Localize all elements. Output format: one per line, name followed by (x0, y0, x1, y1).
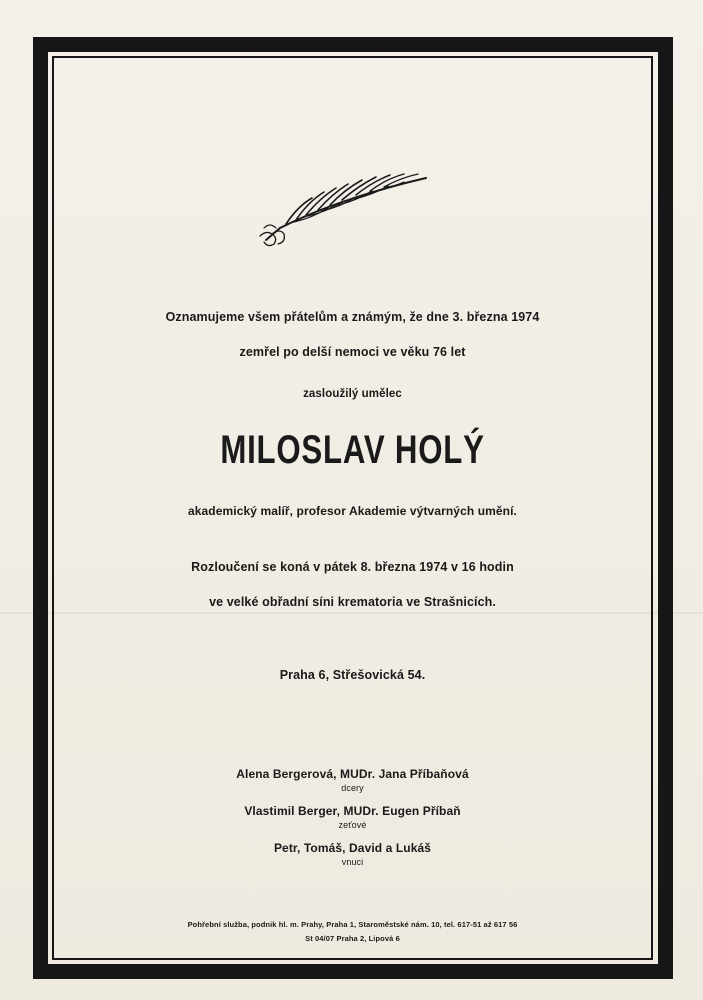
mourner-relation: zeťové (338, 820, 367, 830)
obituary-notice (54, 58, 651, 958)
farewell-line-1: Rozloučení se koná v pátek 8. března 1974 v 16 hodin (191, 560, 514, 574)
deceased-name: MILOSLAV HOLÝ (220, 428, 485, 472)
funeral-service-footer: Pohřební služba, podnik hl. m. Prahy, Praha 1, Staroměstské nám. 10, tel. 617-51 až 617 56 (187, 920, 518, 929)
mourner-relation: dcery (341, 783, 364, 793)
palm-branch-icon (250, 158, 436, 248)
death-details-line: zemřel po delší nemoci ve věku 76 let (239, 345, 466, 359)
address-line: Praha 6, Střešovická 54. (279, 668, 426, 682)
mourner-names: Alena Bergerová, MUDr. Jana Příbaňová (236, 767, 469, 781)
announcement-line: Oznamujeme všem přátelům a známým, že dne 3. března 1974 (165, 310, 540, 324)
funeral-service-footer-address: St 04/07 Praha 2, Lipová 6 (305, 934, 400, 943)
profession-line: akademický malíř, profesor Akademie výtvarných umění. (187, 504, 517, 518)
mourner-names: Petr, Tomáš, David a Lukáš (273, 841, 432, 855)
mourner-names: Vlastimil Berger, MUDr. Eugen Příbaň (244, 804, 461, 818)
honorific-title: zasloužilý umělec (303, 388, 402, 400)
mourner-relation: vnuci (341, 857, 364, 867)
farewell-line-2: ve velké obřadní síni krematoria ve Strašnicích. (209, 595, 496, 609)
